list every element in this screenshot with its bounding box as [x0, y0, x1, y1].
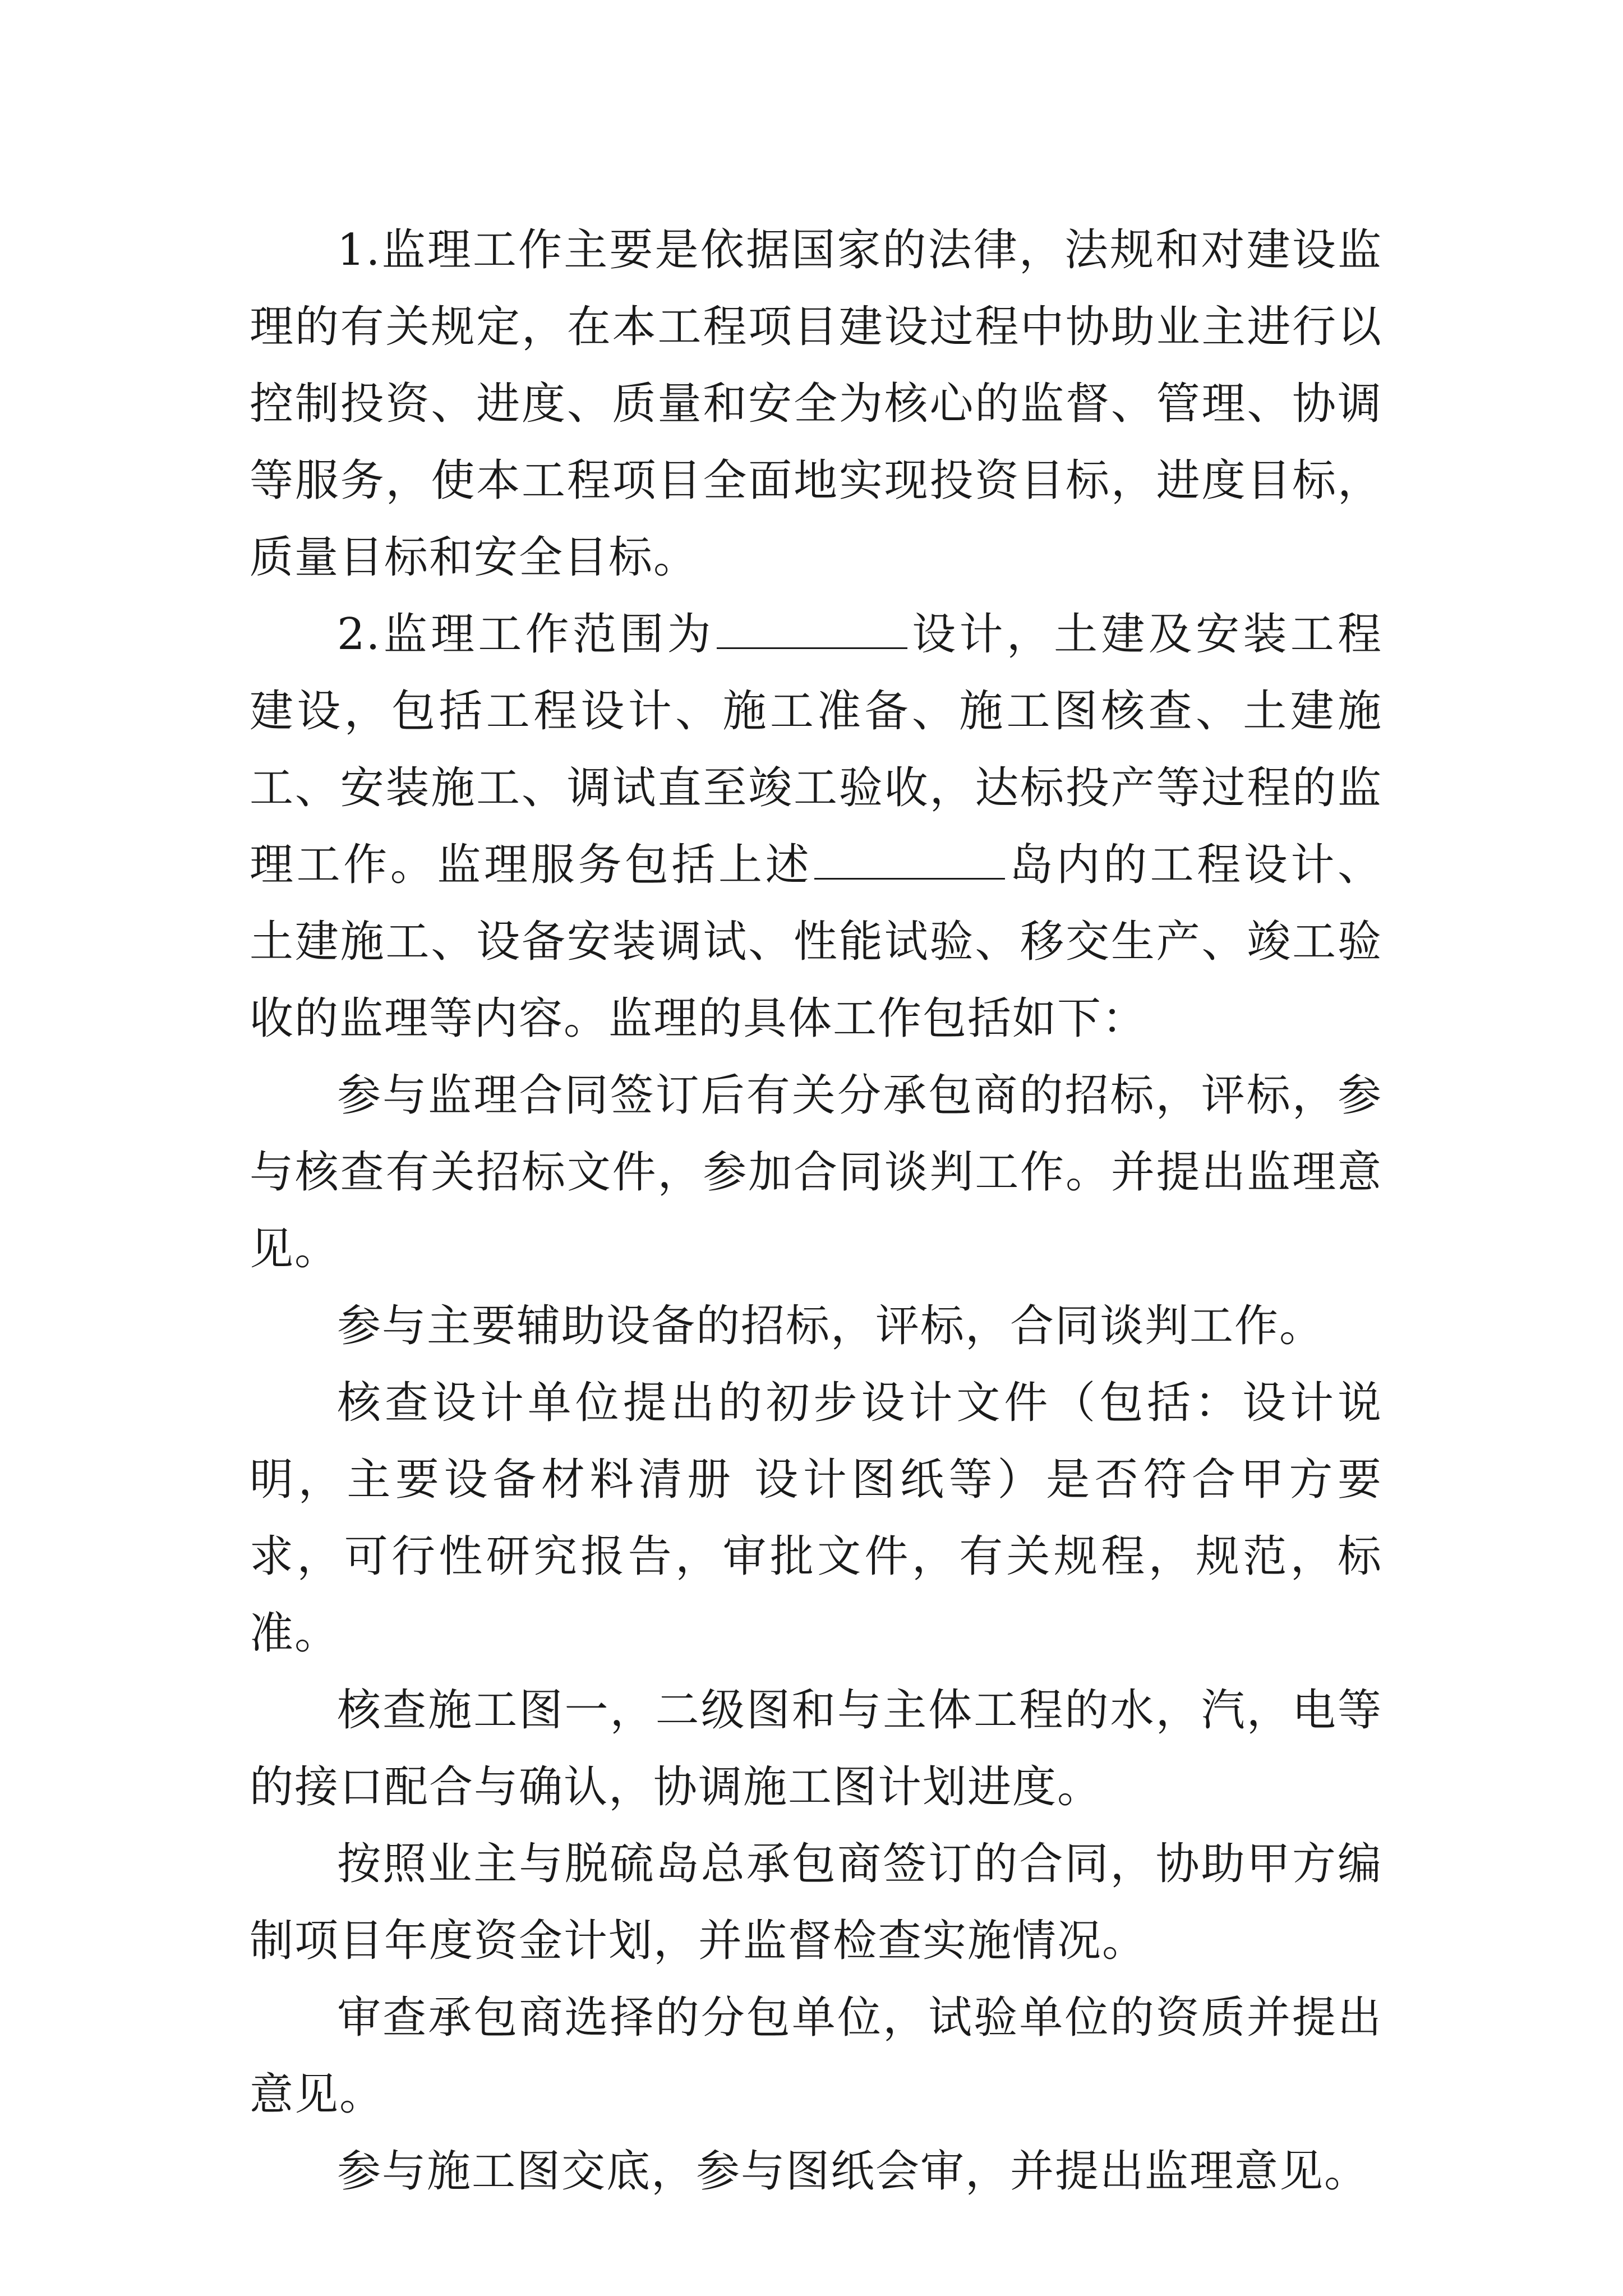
scope-text-part-3: 岛内的工程设计、土建施工、设备安装调试、性能试验、移交生产、竣工验收的监理等内容。监理的具体工作包括如下： [250, 840, 1382, 1044]
paragraph-design-review: 核查设计单位提出的初步设计文件（包括：设计说明，主要设备材料清册 设计图纸等）是否符合甲方要求，可行性研究报告，审批文件，有关规程，规范，标准。 [250, 1378, 1382, 1659]
blank-fill-line [814, 877, 1005, 880]
paragraph-supervision-basis: 1.监理工作主要是依据国家的法律，法规和对建设监理的有关规定，在本工程项目建设过程中协助业主进行以控制投资、进度、质量和安全为核心的监督、管理、协调等服务，使本工程项目全面地实现投资目标，进度目标，质量目标和安全目标。 [250, 225, 1382, 583]
blank-fill-line [717, 647, 907, 649]
paragraph-drawing-check: 核查施工图一，二级图和与主体工程的水，汽，电等的接口配合与确认，协调施工图计划进度。 [250, 1685, 1382, 1812]
scope-text-part-1: 2.监理工作范围为 [337, 609, 714, 660]
paragraph-bidding-participation: 参与监理合同签订后有关分承包商的招标，评标，参与核查有关招标文件，参加合同谈判工作。并提出监理意见。 [250, 1070, 1382, 1274]
document-body [250, 212, 1382, 2210]
paragraph-equipment-bidding: 参与主要辅助设备的招标，评标，合同谈判工作。 [337, 1301, 1325, 1351]
paragraph-funding-plan: 按照业主与脱硫岛总承包商签订的合同，协助甲方编制项目年度资金计划，并监督检查实施情况。 [250, 1839, 1382, 1966]
scope-text-part-2: 设计，土建及安装工程建设，包括工程设计、施工准备、施工图核查、土建施工、安装施工、调试直至竣工验收，达标投产等过程的监理工作。监理服务包括上述 [250, 609, 1382, 890]
paragraph-supervision-scope [250, 596, 1382, 1057]
paragraph-drawing-briefing: 参与施工图交底，参与图纸会审，并提出监理意见。 [337, 2146, 1370, 2197]
paragraph-subcontractor-review: 审查承包商选择的分包单位，试验单位的资质并提出意见。 [250, 1993, 1382, 2120]
